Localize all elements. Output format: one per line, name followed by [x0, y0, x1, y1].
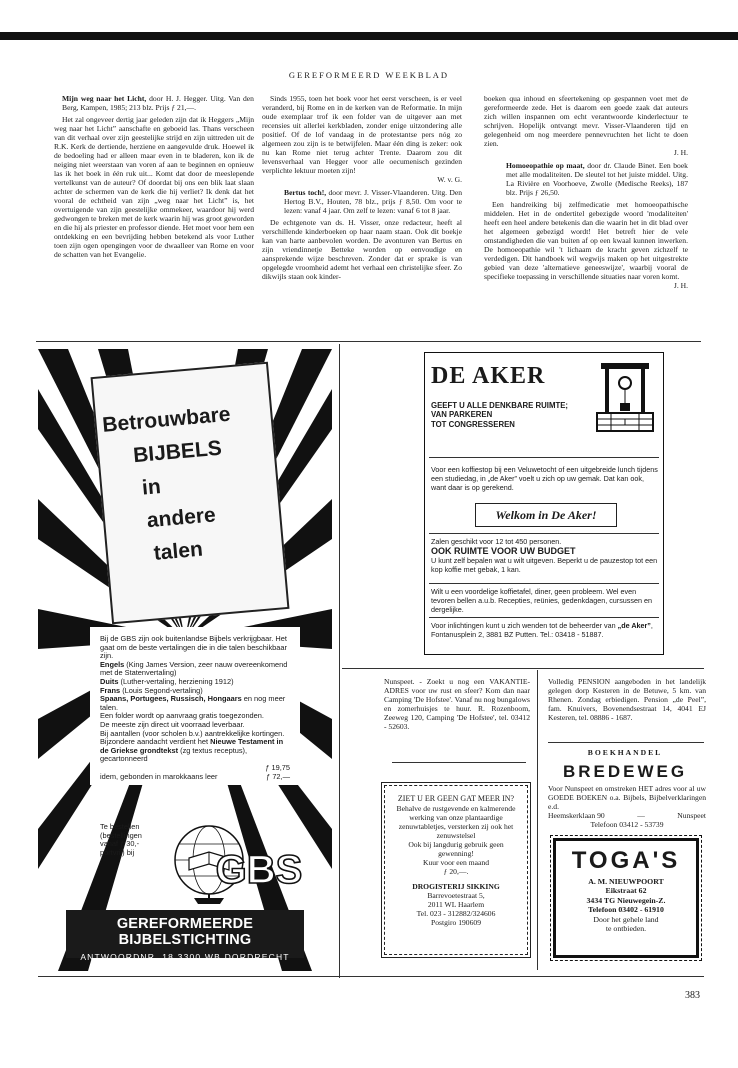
bredeweg-street: Heemskerklaan 90 [548, 811, 605, 820]
toga-line-1: Door het gehele land [593, 914, 659, 924]
aker-rule-1 [429, 457, 659, 458]
gbs-headline [101, 398, 243, 574]
small-ads-top-rule [342, 668, 704, 669]
headline-line-1: Betrouwbare [101, 402, 232, 437]
review-body-bertus: De echtgenote van ds. H. Visser, onze redacteur, heeft al verschillende kinderboeken op haar naam staan. Ook dit boekje kan van harte aanbevolen worden. De avonturen van Bertus en zijn vriendinnetje Betteke worden op eenvoudige en aansprekende wijze beschreven. Zonder dat er sprake is van opgelegde vroomheid ademt het verhaal een christelijke sfeer. Zo dikwijls staan ook kinder- [262, 218, 462, 281]
gat-giro: Postgiro 190609 [431, 918, 481, 927]
review-meta-bertus: door mevr. J. Visser-Vlaanderen. Uitg. Den Hertog B.V., Houten, 78 blz., prijs ƒ 8,50. Om voor te lezen: vanaf 4 jaar. Om zelf te lezen: vanaf 6 tot 8 jaar. [284, 188, 462, 215]
lang-engels: Engels [100, 659, 125, 669]
toga-tel: Telefoon 03402 - 61910 [588, 905, 664, 915]
gbs-folder: Een folder wordt op aanvraag gratis toegezonden. [100, 711, 264, 721]
lang-spaans-text: en nog meer talen. [100, 694, 286, 712]
ads-column-divider [339, 344, 340, 978]
review-meta-hegger: door H. J. Hegger. Uitg. Van den Berg, Kampen, 1985; 213 blz. Prijs ƒ 21,—. [62, 94, 254, 112]
toga-name: TOGA'S [571, 847, 681, 874]
aker-intro: Voor een koffiestop bij een Veluwetocht of een uitgebreide lunch tijdens een studiedag, in „de Aker” voelt u zich op uw gemak. Dat kan ook, want daar is op gerekend. [431, 465, 658, 492]
review-meta-homoeopathie: door dr. Claude Binet. Een boek met alle modaliteiten. De sleutel tot het juiste middel. Uitg. La Rivière en Voorhoeve, Zwolle (Medische Reeks), 187 blz. Prijs ƒ 26,50. [506, 161, 688, 197]
gbs-org-band [66, 910, 304, 962]
toga-owner: A. M. NIEUWPOORT [588, 877, 664, 886]
bredeweg-address-row [548, 811, 706, 820]
aker-budget-text: U kunt zelf bepalen wat u wilt uitgeven. Beperkt u de pauzestop tot een kop koffie met gebak, 1 kan. [431, 556, 658, 574]
page-number: 383 [685, 990, 700, 1001]
aker-rule-4 [429, 617, 659, 618]
bottom-rule [38, 976, 704, 977]
aker-zalen: Zalen geschikt voor 12 tot 450 personen. [431, 537, 562, 546]
gbs-price-1: ƒ 19,75 [265, 762, 290, 772]
gbs-logo-letters: GBS [215, 848, 303, 892]
boekhandel-label: BOEKHANDEL [587, 748, 663, 757]
gbs-nt-label: Nieuwe Testament in de Griekse grondtekst [100, 737, 284, 755]
gat-price: ƒ 20,—. [443, 867, 469, 876]
column-2 [262, 94, 462, 284]
bredeweg-town: Nunspeet [677, 811, 706, 820]
gbs-org-address: ANTWOORDNR. 18 3300 WB DORDRECHT [80, 952, 290, 962]
toga-line-2: te ontbieden. [605, 924, 647, 934]
aker-head-line-1: GEEFT U ALLE DENKBARE RUIMTE; [431, 401, 569, 410]
articles-divider [36, 341, 701, 342]
signature-jh-2: J. H. [673, 281, 688, 290]
gbs-bible-ad [38, 349, 332, 971]
bredeweg-tel: Telefoon 03412 - 53739 [590, 820, 664, 829]
gat-city: 2011 WL Haarlem [427, 900, 485, 909]
aker-contact-a: Voor inlichtingen kunt u zich wenden tot de beheerder van [431, 621, 616, 630]
gat-p2: Ook bij langdurig gebruik geen gewenning! [408, 840, 504, 858]
aker-name: DE AKER [431, 363, 546, 389]
nunspeet-rule [392, 762, 526, 763]
gat-heading: ZIET U ER GEEN GAT MEER IN? [397, 794, 515, 803]
toga-street: Eikstraat 62 [605, 886, 647, 896]
aker-koffietafel: Wilt u een voordelige koffietafel, diner, geen probleem. Wel even tevoren bellen a.u.b. Recepties, reünies, gedenkdagen, cursussen en dergelijke. [431, 587, 652, 614]
aker-contact-c: , Fontanusplein 2, 3881 BZ Putten. Tel.: 03418 - 51887. [431, 621, 653, 639]
lang-frans: Frans [100, 685, 121, 695]
gat-p1: Behalve de rustgevende en kalmerende werking van onze plantaardige zenuwtabletjes, versterken zij ook het zenuwstelsel [396, 804, 516, 840]
aker-budget-block [431, 537, 659, 574]
lang-frans-text: (Louis Segond-vertaling) [122, 685, 203, 695]
aker-rule-3 [429, 583, 659, 584]
review-title-bertus: Bertus toch!, [284, 188, 327, 197]
aker-contact-b: „de Aker” [617, 621, 651, 630]
signature-jh-1: J. H. [673, 148, 688, 157]
gat-street: Barrevoetestraat 5, [427, 891, 485, 900]
gat-p3: Kuur voor een maand [422, 858, 489, 867]
bredeweg-text: Voor Nunspeet en omstreken HET adres voor al uw GOEDE BOEKEN o.a. Bijbels, Bijbelverklaringen e.d. [548, 784, 706, 811]
gbs-body-text [90, 627, 300, 785]
review-title-homoeopathie: Homoeopathie op maat, [506, 161, 585, 170]
gbs-korting: Bij aantallen (voor scholen b.v.) aantrekkelijke kortingen. [100, 728, 285, 738]
headline-line-4: andere [145, 503, 217, 533]
nunspeet-camping-ad: Nunspeet. - Zoekt u nog een VAKANTIE-ADRES voor uw rust en sfeer? Kom dan naar Camping 'De Hofstee'. Vanaf nu nog bungalows en zomerhuisjes te huur. R. Rozenboom, Zeeweg 120, Camping 'De Hofstee', tel. 03412 - 52603. [384, 677, 530, 731]
column-1 [54, 94, 254, 262]
headline-line-5: talen [152, 537, 204, 565]
gat-shop: DROGISTERIJ SIKKING [412, 882, 500, 891]
pension-ad: Volledig PENSION aangeboden in het landelijk gelegen dorp Kesteren in de Betuwe, 5 km. van Rhenen. Zondag erbiedigen. Pension „de Peel”, fam. Knuivers, Bovenendsestraat 14, 4041 EJ Kesteren, tel. 08886 - 1687. [548, 677, 706, 722]
pension-rule [548, 742, 704, 743]
running-header: GEREFORMEERD WEEKBLAD [288, 70, 450, 80]
lang-duits-text: (Luther-vertaling, herziening 1912) [120, 676, 234, 686]
aker-welkom: Welkom in De Aker! [475, 503, 617, 527]
review-body-homoeopathie: Een handreiking bij zelfmedicatie met homoeopathische middelen. Het in de ondertitel gebezigde woord 'modaliteiten' heeft een heel andere betekenis dan die waarin het in dit blad over het algemeen gebezigd wordt! Het betreft hier de vele omstandigheden die van buiten af op een kwaal kunnen inwerken. De homoeopathie wil 't lichaam de kracht geven zichzelf te verdedigen. Dit handboek wil wegwijs maken op het uitgestrekte gebied van deze 'alternatieve geneeswijze', waarbij vooral de specifieke toepassing in verschillende situaties naar voren komt. [484, 200, 688, 281]
aker-rule-2 [429, 533, 659, 534]
bredeweg-text-block [548, 784, 706, 829]
bredeweg-name: BREDEWEG [562, 762, 688, 781]
lang-duits: Duits [100, 676, 119, 686]
gbs-org-name: GEREFORMEERDE BIJBELSTICHTING [116, 916, 254, 948]
bredeweg-dash: — [637, 811, 645, 820]
headline-line-3: in [141, 475, 162, 500]
review-body-hegger: Het zal ongeveer dertig jaar geleden zijn dat ik Heggers „Mijn weg naar het Licht” aanschafte en geboeid las. Thans verscheen van dit verhaal over zijn geestelijke strijd en zijn uittreden uit de R.K. Kerk de dertiende, herziene en aangevulde druk. Hoewel ik de bedoeling had er alleen maar even in te bladeren, kon ik de neiging niet weerstaan van voren af aan te beginnen en opnieuw las ik het boek in één ruk uit... Komt dat door de meeslepende vertelkunst van de auteur? Of doordat bij ons een blik laat slaan achter de schermen van de kerk die hij verliet? Ik denk dat het vooral de echtheid van zijn „weg naar het Licht” is, het overtuigende van zijn geestelijke ommekeer, waardoor hij werd gedwongen te breken met de kerk waarin hij was groot geworden en die hij als priester en professor diende. Het moet voor hem een ontdekking en een bevrijding hebben betekend als voor Luther toen zijn ogen opengingen voor de dwaalleer van Rome en voor de schatten van het Evangelie. [54, 115, 254, 259]
gbs-order-text: Te bestellen (bestellingen vanaf ƒ 30,- portvrij) bij [100, 822, 142, 857]
gbs-intro: Bij de GBS zijn ook buitenlandse Bijbels verkrijgbaar. Het gaat om de beste vertalingen die in die talen beschikbaar zijn. [100, 634, 287, 661]
aker-head-line-2: VAN PARKEREN [431, 410, 493, 420]
gbs-nt-intro: Bijzondere aandacht verdient het [100, 737, 209, 747]
togas-ad [553, 838, 699, 958]
de-aker-ad [424, 352, 664, 655]
headline-line-2: BIJBELS [132, 436, 223, 468]
aker-budget-heading: OOK RUIMTE VOOR UW BUDGET [431, 546, 576, 556]
gbs-logo [215, 839, 303, 893]
review-title-hegger: Mijn weg naar het Licht, [62, 94, 147, 103]
signature-wvg: W. v. G. [437, 175, 462, 184]
gat-tel: Tel. 023 - 312882/324606 [416, 909, 496, 918]
review-body-bertus-cont: boeken qua inhoud en sfeertekening op gespannen voet met de gereformeerde zede. Het is daarom een goede zaak dat auteurs zich willen inspannen om echt verantwoorde kinderlectuur te schrijven. Hopelijk ontvangt mevr. Visser-Vlaanderen tijd en gelegenheid om nog meerdere pennevruchten het licht te doen zien. [484, 94, 688, 148]
gbs-direct: De meeste zijn direct uit voorraad leverbaar. [100, 719, 245, 729]
gbs-price-2: ƒ 72,— [266, 771, 290, 781]
top-border-bar [0, 32, 738, 40]
lang-engels-text: (King James Version, zeer nauw overeenkomend met de Statenvertaling) [100, 659, 288, 678]
drogisterij-sikking-ad [384, 785, 528, 955]
gbs-idem: idem, gebonden in marokkaans leer [100, 771, 218, 781]
column-3 [484, 94, 688, 293]
toga-city: 3434 TG Nieuwegein-Z. [586, 895, 666, 905]
aker-headline [431, 401, 568, 429]
review-body-hegger-cont: Sinds 1955, toen het boek voor het eerst verscheen, is er veel veranderd, bij Rome en in de kerken van de Reformatie. In mijn oude exemplaar trof ik een folder van de uitgever aan met recensies uit allerlei kerkbladen, zonder enige uitzondering alle positief. Of de lof vandaag in de protestantse pers nóg zo algemeen zou zijn is te betwijfelen. Maar één ding is zeker: ook nu kan Rome niet terug achter Trente. Daarom zou dit levensverhaal van Hegger voor alle oecumenisch gezinden verplichte lektuur moeten zijn! [262, 94, 462, 175]
small-ads-divider [537, 670, 538, 970]
water-well-icon [589, 359, 661, 435]
lang-spaans: Spaans, Portugees, Russisch, Hongaars [100, 694, 242, 704]
aker-head-line-3: TOT CONGRESSEREN [431, 419, 515, 429]
gbs-nt-text: (zg textus receptus), gecartonneerd [100, 745, 248, 764]
aker-contact [431, 621, 659, 639]
